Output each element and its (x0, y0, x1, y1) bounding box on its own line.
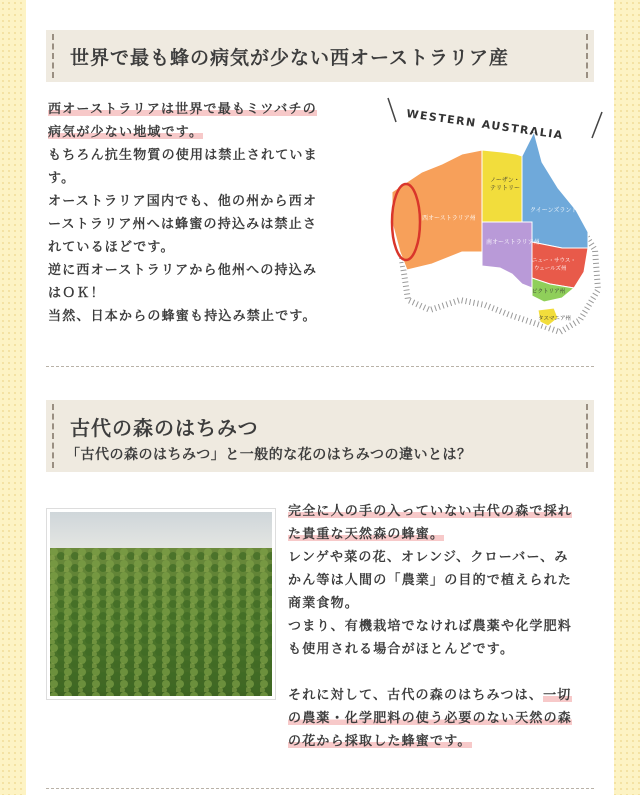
australia-map (382, 92, 612, 344)
section1-highlight-line-2: 病気が少ない地域です。 (48, 125, 204, 140)
section2-line: つまり、有機栽培でなければ農薬や化学肥料 (288, 619, 573, 634)
map-title-right-slash (592, 112, 602, 138)
section-divider (46, 366, 594, 367)
section2-highlight-line-1: 完全に人の手の入っていない古代の森で採れ (288, 504, 573, 519)
heading-right-dash (586, 404, 588, 468)
section1-line: 当然、日本からの蜂蜜も持込み禁止です。 (48, 309, 317, 324)
section1-line: もちろん抗生物質の使用は禁止されていま (48, 148, 318, 163)
forest-photo-svg (50, 512, 272, 696)
section2-line: レンゲや菜の花、オレンジ、クローバー、み (288, 550, 569, 565)
section2-mixed-plain: それに対して、古代の森のはちみつは、 (288, 688, 544, 703)
section2-mixed-highlight: 一切 (543, 688, 572, 703)
map-state-wa (392, 150, 482, 270)
section1-line: 逆に西オーストラリアから他州への持込み (48, 263, 318, 278)
map-label-nsw-2: ウェールズ州 (534, 266, 567, 272)
section1-heading-box (46, 30, 594, 82)
heading-left-dash (52, 34, 54, 78)
map-label-nt-2: テリトリー (490, 185, 521, 192)
section2-blank-line (288, 661, 608, 684)
photo-canopy (50, 548, 272, 696)
map-title-left-slash (388, 98, 396, 122)
section2-highlight-line-3: の農薬・化学肥料の使う必要のない天然の森 (288, 711, 573, 726)
section1-line: す。 (48, 171, 76, 186)
australia-map-svg (382, 92, 612, 344)
content-page (26, 0, 614, 795)
section1-line: はＯＫ！ (48, 286, 105, 301)
bottom-divider (46, 788, 594, 789)
map-label-qld: クイーンズランド州 (530, 207, 584, 214)
map-label-wa: 西オーストラリア州 (422, 215, 476, 222)
section2-line: 商業食物。 (288, 596, 360, 611)
section2-highlight-line-2: た貴重な天然森の蜂蜜。 (288, 527, 445, 542)
map-label-nt-1: ノーザン・ (490, 177, 520, 184)
forest-photo (46, 508, 276, 700)
map-title: WESTERN AUSTRALIA (405, 107, 565, 143)
heading-right-dash (586, 34, 588, 78)
section2-subheading: 「古代の森のはちみつ」と一般的な花のはちみつの違いとは？ (66, 447, 472, 463)
map-label-sa: 南オーストラリア州 (486, 239, 540, 246)
map-label-tas: タスマニア州 (538, 316, 571, 322)
photo-sky (50, 512, 272, 552)
map-label-vic: ビクトリア州 (532, 289, 566, 295)
section2-heading: 古代の森のはちみつ (70, 416, 259, 440)
section2-paragraph (288, 500, 608, 753)
section2-line: かん等は人間の「農業」の目的で植えられた (288, 573, 573, 588)
section1-line: オーストラリア国内でも、他の州から西オ (48, 194, 318, 209)
map-state-sa (482, 222, 532, 288)
section1-heading: 世界で最も蜂の病気が少ない西オーストラリア産 (70, 47, 510, 69)
heading-left-dash (52, 404, 54, 468)
section1-line: ーストラリア州へは蜂蜜の持込みは禁止さ (48, 217, 318, 232)
section2-line: も使用される場合がほとんどです。 (288, 642, 515, 657)
section2-highlight-line-4: の花から採取した蜂蜜です。 (288, 734, 472, 749)
section1-paragraph (48, 98, 368, 328)
section1-highlight-line-1: 西オーストラリアは世界で最もミツバチの (48, 102, 317, 117)
section2-heading-box (46, 400, 594, 472)
map-label-nsw-1: ニュー・サウス・ (532, 258, 576, 264)
section1-line: れているほどです。 (48, 240, 175, 255)
